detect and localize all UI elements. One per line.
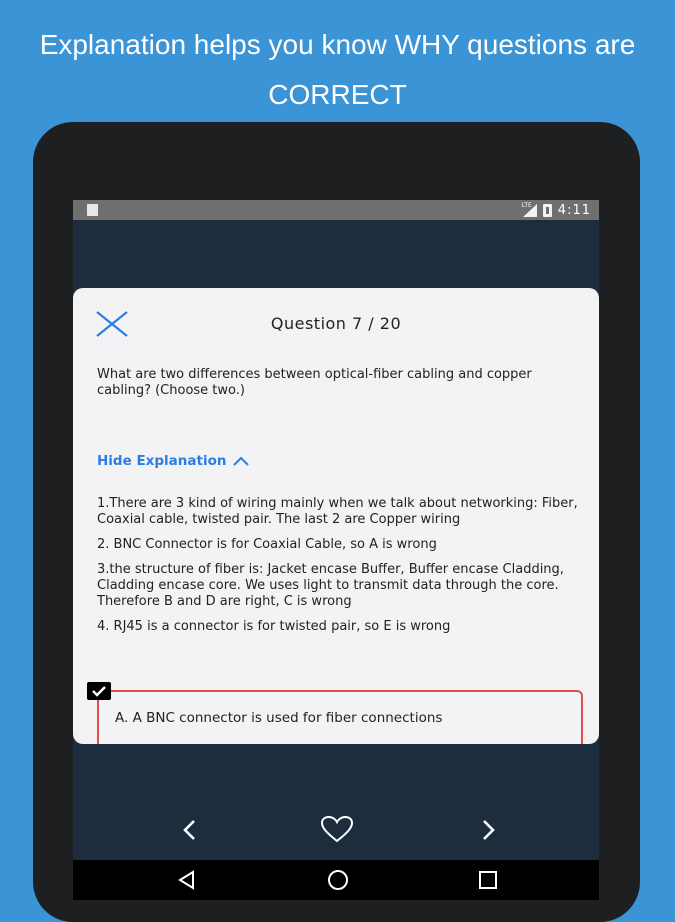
heart-icon (319, 814, 355, 846)
next-button[interactable] (470, 814, 506, 846)
system-navigation-bar (73, 860, 599, 900)
checkmark-icon (87, 682, 111, 700)
promo-line-2: CORRECT (268, 79, 407, 110)
question-counter: Question 7 / 20 (270, 314, 402, 333)
triangle-back-icon (175, 868, 199, 892)
explanation-text (97, 496, 587, 644)
square-recents-icon (476, 868, 500, 892)
status-time: 4:11 (557, 202, 591, 218)
explanation-paragraph: 3.the structure of fiber is: Jacket encase Buffer, Buffer encase Cladding, Cladding encase core. We uses light to transmit data through the core. Therefore B and D are right, C is wrong (97, 562, 564, 609)
question-text: What are two differences between optical-fiber cabling and copper cabling? (Choose two.) (97, 367, 532, 398)
answer-option-a[interactable] (97, 690, 583, 744)
explanation-paragraph: 4. RJ45 is a connector is for twisted pair, so E is wrong (97, 619, 451, 634)
question-navigation (73, 800, 599, 860)
network-type: LTE (521, 201, 532, 209)
battery-icon (543, 204, 552, 217)
question-card (73, 288, 599, 744)
promo-headline (0, 20, 675, 120)
system-recents-button[interactable] (476, 868, 500, 892)
previous-button[interactable] (172, 814, 208, 846)
hide-explanation-toggle[interactable] (97, 453, 250, 469)
answer-label: A. A BNC connector is used for fiber connections (115, 710, 443, 726)
chevron-right-icon (470, 814, 506, 846)
device-screen (73, 200, 599, 900)
chevron-up-icon (232, 455, 250, 467)
system-home-button[interactable] (326, 868, 350, 892)
chevron-left-icon (172, 814, 208, 846)
signal-icon (521, 201, 537, 217)
circle-home-icon (326, 868, 350, 892)
explanation-paragraph: 1.There are 3 kind of wiring mainly when we talk about networking: Fiber, Coaxial cable, twisted pair. The last 2 are Copper wiring (97, 496, 578, 527)
hide-explanation-label: Hide Explanation (97, 453, 227, 469)
notification-icon (87, 204, 98, 216)
explanation-paragraph: 2. BNC Connector is for Coaxial Cable, so A is wrong (97, 537, 437, 552)
favorite-button[interactable] (319, 814, 355, 846)
system-back-button[interactable] (175, 868, 199, 892)
status-bar (73, 200, 599, 220)
answer-checkbox[interactable] (87, 682, 111, 700)
promo-line-1: Explanation helps you know WHY questions are (39, 29, 636, 60)
